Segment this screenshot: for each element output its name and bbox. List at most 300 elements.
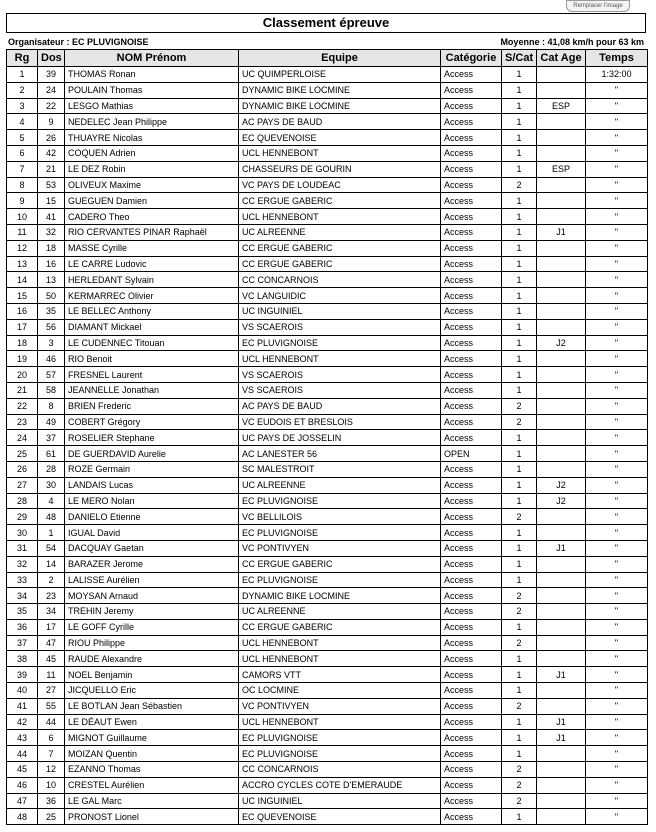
team-cell: VC PAYS DE LOUDEAC xyxy=(239,177,441,193)
team-cell: VC LANGUIDIC xyxy=(239,288,441,304)
team-cell: UC ALREENNE xyxy=(239,604,441,620)
table-row xyxy=(7,193,648,209)
age-category-cell xyxy=(537,651,586,667)
rank-cell: 16 xyxy=(7,303,38,319)
time-cell: " xyxy=(586,398,648,414)
bib-cell: 39 xyxy=(38,67,65,83)
time-cell: " xyxy=(586,335,648,351)
team-cell: CC ERGUE GABERIC xyxy=(239,240,441,256)
time-cell: " xyxy=(586,619,648,635)
rank-cell: 5 xyxy=(7,130,38,146)
category-cell: Access xyxy=(441,114,502,130)
table-row xyxy=(7,683,648,699)
age-category-cell xyxy=(537,240,586,256)
time-cell: " xyxy=(586,319,648,335)
subcategory-cell: 1 xyxy=(502,288,537,304)
bib-cell: 22 xyxy=(38,98,65,114)
rank-cell: 6 xyxy=(7,145,38,161)
table-row xyxy=(7,256,648,272)
team-cell: UC ALREENNE xyxy=(239,477,441,493)
rank-cell: 35 xyxy=(7,604,38,620)
rank-cell: 4 xyxy=(7,114,38,130)
rank-cell: 42 xyxy=(7,714,38,730)
category-cell: Access xyxy=(441,667,502,683)
rank-cell: 10 xyxy=(7,209,38,225)
age-category-cell xyxy=(537,619,586,635)
team-cell: CC ERGUE GABERIC xyxy=(239,193,441,209)
category-cell: Access xyxy=(441,398,502,414)
rank-cell: 20 xyxy=(7,367,38,383)
age-category-cell xyxy=(537,525,586,541)
team-cell: UCL HENNEBONT xyxy=(239,209,441,225)
category-cell: Access xyxy=(441,414,502,430)
replace-image-button[interactable]: Remplacer l'image xyxy=(566,0,630,12)
name-cell: LESGO Mathias xyxy=(65,98,239,114)
team-cell: EC PLUVIGNOISE xyxy=(239,335,441,351)
age-category-cell: J1 xyxy=(537,714,586,730)
category-cell: Access xyxy=(441,224,502,240)
bib-cell: 13 xyxy=(38,272,65,288)
bib-cell: 25 xyxy=(38,809,65,825)
team-cell: VC BELLILOIS xyxy=(239,509,441,525)
bib-cell: 46 xyxy=(38,351,65,367)
team-cell: UCL HENNEBONT xyxy=(239,145,441,161)
time-cell: " xyxy=(586,572,648,588)
age-category-cell xyxy=(537,209,586,225)
rank-cell: 30 xyxy=(7,525,38,541)
rank-cell: 38 xyxy=(7,651,38,667)
bib-cell: 16 xyxy=(38,256,65,272)
age-category-cell xyxy=(537,351,586,367)
table-row xyxy=(7,351,648,367)
table-row xyxy=(7,588,648,604)
name-cell: DANIELO Etienne xyxy=(65,509,239,525)
rank-cell: 2 xyxy=(7,82,38,98)
rank-cell: 32 xyxy=(7,556,38,572)
name-cell: COBERT Grégory xyxy=(65,414,239,430)
team-cell: AC PAYS DE BAUD xyxy=(239,114,441,130)
team-cell: VC PONTIVYEN xyxy=(239,698,441,714)
rank-cell: 39 xyxy=(7,667,38,683)
age-category-cell: J2 xyxy=(537,493,586,509)
subcategory-cell: 1 xyxy=(502,256,537,272)
subcategory-cell: 1 xyxy=(502,714,537,730)
age-category-cell: J2 xyxy=(537,477,586,493)
subcategory-cell: 1 xyxy=(502,193,537,209)
name-cell: MOYSAN Arnaud xyxy=(65,588,239,604)
age-category-cell xyxy=(537,683,586,699)
table-row xyxy=(7,430,648,446)
age-category-cell: J1 xyxy=(537,540,586,556)
subcategory-cell: 1 xyxy=(502,540,537,556)
age-category-cell xyxy=(537,509,586,525)
time-cell: " xyxy=(586,493,648,509)
bib-cell: 8 xyxy=(38,398,65,414)
time-cell: " xyxy=(586,430,648,446)
name-cell: LE CUDENNEC Titouan xyxy=(65,335,239,351)
subcategory-cell: 1 xyxy=(502,303,537,319)
time-cell: " xyxy=(586,224,648,240)
name-cell: PRONOST Lionel xyxy=(65,809,239,825)
name-cell: EZANNO Thomas xyxy=(65,762,239,778)
age-category-cell xyxy=(537,367,586,383)
average-speed-label: Moyenne : 41,08 km/h pour 63 km xyxy=(500,37,644,47)
bib-cell: 23 xyxy=(38,588,65,604)
time-cell: " xyxy=(586,193,648,209)
category-cell: Access xyxy=(441,651,502,667)
table-row xyxy=(7,730,648,746)
col-header-team: Equipe xyxy=(239,50,441,67)
subcategory-cell: 1 xyxy=(502,114,537,130)
subcategory-cell: 2 xyxy=(502,588,537,604)
rank-cell: 41 xyxy=(7,698,38,714)
category-cell: Access xyxy=(441,793,502,809)
rank-cell: 18 xyxy=(7,335,38,351)
subcategory-cell: 1 xyxy=(502,335,537,351)
name-cell: DACQUAY Gaetan xyxy=(65,540,239,556)
age-category-cell xyxy=(537,114,586,130)
age-category-cell xyxy=(537,193,586,209)
age-category-cell xyxy=(537,272,586,288)
team-cell: OC LOCMINE xyxy=(239,683,441,699)
name-cell: FRESNEL Laurent xyxy=(65,367,239,383)
age-category-cell xyxy=(537,793,586,809)
team-cell: EC PLUVIGNOISE xyxy=(239,746,441,762)
rank-cell: 9 xyxy=(7,193,38,209)
name-cell: MIGNOT Guillaume xyxy=(65,730,239,746)
bib-cell: 21 xyxy=(38,161,65,177)
category-cell: Access xyxy=(441,272,502,288)
subcategory-cell: 1 xyxy=(502,683,537,699)
subcategory-cell: 1 xyxy=(502,161,537,177)
team-cell: CC ERGUE GABERIC xyxy=(239,619,441,635)
table-row xyxy=(7,398,648,414)
subcategory-cell: 1 xyxy=(502,272,537,288)
bib-cell: 36 xyxy=(38,793,65,809)
time-cell: " xyxy=(586,161,648,177)
table-row xyxy=(7,493,648,509)
time-cell: " xyxy=(586,730,648,746)
age-category-cell xyxy=(537,430,586,446)
bib-cell: 37 xyxy=(38,430,65,446)
team-cell: UC INGUINIEL xyxy=(239,303,441,319)
table-row xyxy=(7,303,648,319)
name-cell: JEANNELLE Jonathan xyxy=(65,382,239,398)
category-cell: OPEN xyxy=(441,446,502,462)
name-cell: LALISSE Aurélien xyxy=(65,572,239,588)
category-cell: Access xyxy=(441,540,502,556)
rank-cell: 48 xyxy=(7,809,38,825)
bib-cell: 57 xyxy=(38,367,65,383)
category-cell: Access xyxy=(441,509,502,525)
subcategory-cell: 1 xyxy=(502,493,537,509)
category-cell: Access xyxy=(441,82,502,98)
table-row xyxy=(7,809,648,825)
col-header-category: Catégorie xyxy=(441,50,502,67)
bib-cell: 44 xyxy=(38,714,65,730)
bib-cell: 54 xyxy=(38,540,65,556)
team-cell: EC PLUVIGNOISE xyxy=(239,493,441,509)
bib-cell: 11 xyxy=(38,667,65,683)
name-cell: DIAMANT Mickael xyxy=(65,319,239,335)
team-cell: EC QUEVENOISE xyxy=(239,809,441,825)
name-cell: THOMAS Ronan xyxy=(65,67,239,83)
name-cell: LE GOFF Cyrille xyxy=(65,619,239,635)
table-row xyxy=(7,540,648,556)
subcategory-cell: 2 xyxy=(502,635,537,651)
subcategory-cell: 1 xyxy=(502,382,537,398)
subcategory-cell: 1 xyxy=(502,525,537,541)
time-cell: " xyxy=(586,446,648,462)
time-cell: " xyxy=(586,477,648,493)
table-row xyxy=(7,635,648,651)
subcategory-cell: 1 xyxy=(502,351,537,367)
bib-cell: 47 xyxy=(38,635,65,651)
name-cell: GUEGUEN Damien xyxy=(65,193,239,209)
age-category-cell xyxy=(537,319,586,335)
rank-cell: 24 xyxy=(7,430,38,446)
category-cell: Access xyxy=(441,256,502,272)
time-cell: " xyxy=(586,272,648,288)
subcategory-cell: 2 xyxy=(502,177,537,193)
table-row xyxy=(7,414,648,430)
rank-cell: 1 xyxy=(7,67,38,83)
category-cell: Access xyxy=(441,351,502,367)
age-category-cell xyxy=(537,256,586,272)
time-cell: " xyxy=(586,509,648,525)
age-category-cell xyxy=(537,130,586,146)
table-row xyxy=(7,572,648,588)
name-cell: MASSE Cyrille xyxy=(65,240,239,256)
age-category-cell xyxy=(537,698,586,714)
table-row xyxy=(7,367,648,383)
team-cell: VC EUDOIS ET BRESLOIS xyxy=(239,414,441,430)
category-cell: Access xyxy=(441,698,502,714)
subcategory-cell: 1 xyxy=(502,746,537,762)
table-row xyxy=(7,288,648,304)
category-cell: Access xyxy=(441,604,502,620)
name-cell: LE CARRE Ludovic xyxy=(65,256,239,272)
team-cell: UCL HENNEBONT xyxy=(239,351,441,367)
table-row xyxy=(7,224,648,240)
age-category-cell xyxy=(537,414,586,430)
team-cell: UC QUIMPERLOISE xyxy=(239,67,441,83)
subcategory-cell: 1 xyxy=(502,651,537,667)
table-row xyxy=(7,240,648,256)
team-cell: VS SCAEROIS xyxy=(239,382,441,398)
table-row xyxy=(7,651,648,667)
name-cell: THUAYRE Nicolas xyxy=(65,130,239,146)
time-cell: " xyxy=(586,382,648,398)
time-cell: " xyxy=(586,145,648,161)
name-cell: LE BELLEC Anthony xyxy=(65,303,239,319)
category-cell: Access xyxy=(441,635,502,651)
bib-cell: 56 xyxy=(38,319,65,335)
header-row xyxy=(7,50,648,67)
table-row xyxy=(7,177,648,193)
name-cell: TREHIN Jeremy xyxy=(65,604,239,620)
bib-cell: 14 xyxy=(38,556,65,572)
bib-cell: 42 xyxy=(38,145,65,161)
subcategory-cell: 1 xyxy=(502,367,537,383)
rank-cell: 45 xyxy=(7,762,38,778)
category-cell: Access xyxy=(441,288,502,304)
team-cell: CC ERGUE GABERIC xyxy=(239,556,441,572)
bib-cell: 17 xyxy=(38,619,65,635)
subcategory-cell: 1 xyxy=(502,477,537,493)
time-cell: " xyxy=(586,414,648,430)
rank-cell: 22 xyxy=(7,398,38,414)
rank-cell: 15 xyxy=(7,288,38,304)
name-cell: NOEL Benjamin xyxy=(65,667,239,683)
time-cell: " xyxy=(586,777,648,793)
table-row xyxy=(7,161,648,177)
age-category-cell: J1 xyxy=(537,730,586,746)
name-cell: CADERO Theo xyxy=(65,209,239,225)
category-cell: Access xyxy=(441,98,502,114)
time-cell: " xyxy=(586,461,648,477)
category-cell: Access xyxy=(441,367,502,383)
subcategory-cell: 1 xyxy=(502,67,537,83)
name-cell: RIOU Philippe xyxy=(65,635,239,651)
team-cell: VC PONTIVYEN xyxy=(239,540,441,556)
team-cell: SC MALESTROIT xyxy=(239,461,441,477)
team-cell: EC PLUVIGNOISE xyxy=(239,730,441,746)
rank-cell: 43 xyxy=(7,730,38,746)
name-cell: COQUEN Adrien xyxy=(65,145,239,161)
table-row xyxy=(7,130,648,146)
team-cell: UC PAYS DE JOSSELIN xyxy=(239,430,441,446)
age-category-cell xyxy=(537,288,586,304)
rank-cell: 13 xyxy=(7,256,38,272)
time-cell: " xyxy=(586,793,648,809)
subcategory-cell: 1 xyxy=(502,145,537,161)
bib-cell: 27 xyxy=(38,683,65,699)
age-category-cell: ESP xyxy=(537,161,586,177)
category-cell: Access xyxy=(441,525,502,541)
category-cell: Access xyxy=(441,556,502,572)
name-cell: LE BOTLAN Jean Sébastien xyxy=(65,698,239,714)
age-category-cell xyxy=(537,82,586,98)
table-row xyxy=(7,477,648,493)
rank-cell: 37 xyxy=(7,635,38,651)
subcategory-cell: 1 xyxy=(502,130,537,146)
time-cell: " xyxy=(586,556,648,572)
age-category-cell xyxy=(537,572,586,588)
bib-cell: 50 xyxy=(38,288,65,304)
table-row xyxy=(7,762,648,778)
age-category-cell: J1 xyxy=(537,224,586,240)
age-category-cell xyxy=(537,303,586,319)
category-cell: Access xyxy=(441,430,502,446)
bib-cell: 53 xyxy=(38,177,65,193)
bib-cell: 10 xyxy=(38,777,65,793)
subcategory-cell: 1 xyxy=(502,556,537,572)
category-cell: Access xyxy=(441,714,502,730)
bib-cell: 34 xyxy=(38,604,65,620)
category-cell: Access xyxy=(441,209,502,225)
subcategory-cell: 1 xyxy=(502,82,537,98)
table-row xyxy=(7,67,648,83)
subcategory-cell: 1 xyxy=(502,209,537,225)
name-cell: DE GUERDAVID Aurelie xyxy=(65,446,239,462)
time-cell: " xyxy=(586,367,648,383)
name-cell: LE DEZ Robin xyxy=(65,161,239,177)
time-cell: " xyxy=(586,683,648,699)
team-cell: CC CONCARNOIS xyxy=(239,762,441,778)
bib-cell: 41 xyxy=(38,209,65,225)
name-cell: LE GAL Marc xyxy=(65,793,239,809)
time-cell: " xyxy=(586,667,648,683)
bib-cell: 12 xyxy=(38,762,65,778)
bib-cell: 24 xyxy=(38,82,65,98)
time-cell: " xyxy=(586,114,648,130)
bib-cell: 28 xyxy=(38,461,65,477)
rank-cell: 44 xyxy=(7,746,38,762)
category-cell: Access xyxy=(441,193,502,209)
subcategory-cell: 1 xyxy=(502,809,537,825)
name-cell: CRESTEL Aurélien xyxy=(65,777,239,793)
bib-cell: 30 xyxy=(38,477,65,493)
time-cell: " xyxy=(586,525,648,541)
name-cell: KERMARREC Olivier xyxy=(65,288,239,304)
category-cell: Access xyxy=(441,161,502,177)
bib-cell: 48 xyxy=(38,509,65,525)
team-cell: VS SCAEROIS xyxy=(239,367,441,383)
category-cell: Access xyxy=(441,319,502,335)
category-cell: Access xyxy=(441,335,502,351)
age-category-cell: J1 xyxy=(537,667,586,683)
rank-cell: 31 xyxy=(7,540,38,556)
subcategory-cell: 1 xyxy=(502,446,537,462)
age-category-cell xyxy=(537,635,586,651)
bib-cell: 49 xyxy=(38,414,65,430)
name-cell: POULAIN Thomas xyxy=(65,82,239,98)
name-cell: HERLEDANT Sylvain xyxy=(65,272,239,288)
subcategory-cell: 2 xyxy=(502,509,537,525)
name-cell: OLIVEUX Maxime xyxy=(65,177,239,193)
table-row xyxy=(7,209,648,225)
table-row xyxy=(7,793,648,809)
subcategory-cell: 1 xyxy=(502,730,537,746)
age-category-cell xyxy=(537,809,586,825)
bib-cell: 35 xyxy=(38,303,65,319)
col-header-subcategory: S/Cat xyxy=(502,50,537,67)
table-row xyxy=(7,114,648,130)
rank-cell: 17 xyxy=(7,319,38,335)
table-row xyxy=(7,319,648,335)
category-cell: Access xyxy=(441,461,502,477)
table-row xyxy=(7,446,648,462)
name-cell: JICQUELLO Eric xyxy=(65,683,239,699)
time-cell: " xyxy=(586,240,648,256)
table-row xyxy=(7,82,648,98)
rank-cell: 7 xyxy=(7,161,38,177)
team-cell: AC PAYS DE BAUD xyxy=(239,398,441,414)
category-cell: Access xyxy=(441,303,502,319)
name-cell: RIO Benoit xyxy=(65,351,239,367)
subcategory-cell: 1 xyxy=(502,98,537,114)
rank-cell: 8 xyxy=(7,177,38,193)
organizer-label: Organisateur : EC PLUVIGNOISE xyxy=(8,37,149,47)
time-cell: " xyxy=(586,604,648,620)
team-cell: EC QUEVENOISE xyxy=(239,130,441,146)
bib-cell: 45 xyxy=(38,651,65,667)
page-title: Classement épreuve xyxy=(6,13,646,33)
table-row xyxy=(7,461,648,477)
team-cell: CAMORS VTT xyxy=(239,667,441,683)
rank-cell: 46 xyxy=(7,777,38,793)
